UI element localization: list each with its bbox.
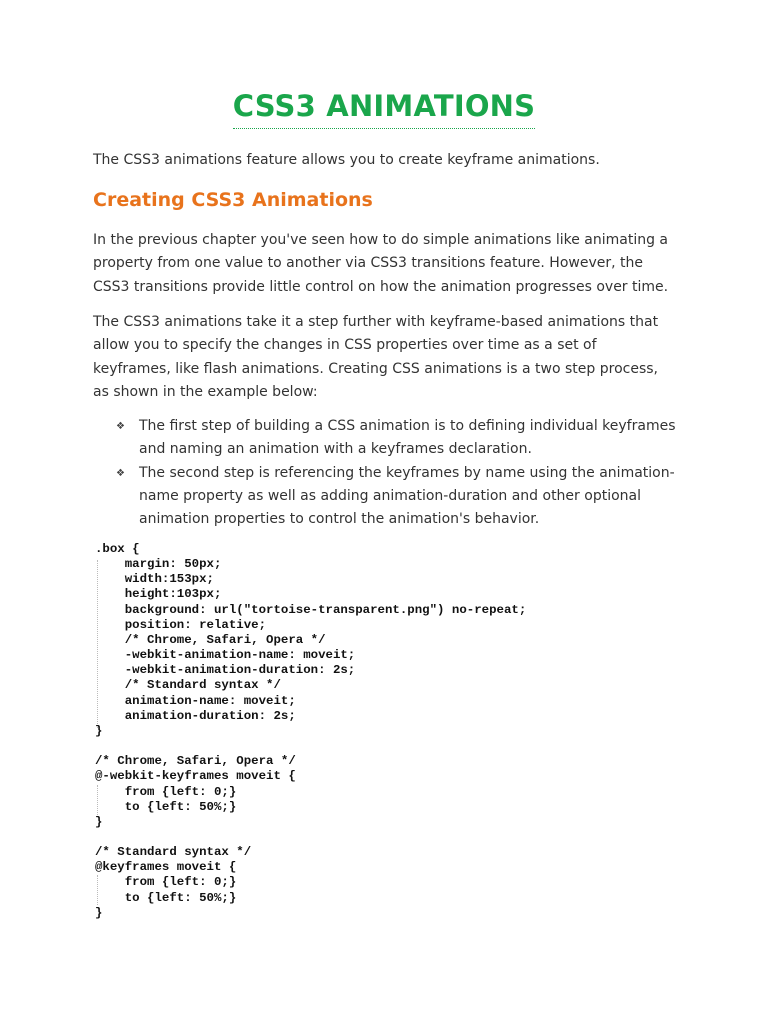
list-item-text: The second step is referencing the keyframes by name using the animation-name property as well as adding animation-duration and other optional animation properties to control the animation's behavior.: [139, 464, 675, 528]
paragraph-previous-chapter: In the previous chapter you've seen how to do simple animations like animating a property from one value to another via CSS3 transitions feature. However, the CSS3 transitions provide little control on how the animation progresses over time.: [93, 232, 669, 295]
intro-paragraph: The CSS3 animations feature allows you to create keyframe animations.: [93, 152, 600, 168]
list-item: [93, 462, 683, 532]
list-item: [93, 415, 683, 462]
diamond-bullet-icon: ❖: [116, 421, 125, 432]
steps-list: [93, 415, 683, 531]
code-example: .box { margin: 50px; width:153px; height:103px; background: url("tortoise-transparent.png") no-repeat; position: relative; /* Chrome, Safari, Opera */ -webkit-animation-name: moveit; -webkit-animation-duration: 2s; /* Standard syntax */ animation-name: moveit; animation-duration: 2s; } /* Chrome, Safari, Opera */ @-webkit-keyframes moveit { from {left: 0;} to {left: 50%;} } /* Standard syntax */ @keyframes moveit { from {left: 0;} to {left: 50%;} }: [95, 542, 527, 920]
list-item-text: The first step of building a CSS animation is to defining individual keyframes and naming an animation with a keyframes declaration.: [139, 418, 676, 458]
section-heading: Creating CSS3 Animations: [93, 189, 373, 211]
page-title: CSS3 ANIMATIONS: [233, 88, 536, 129]
diamond-bullet-icon: ❖: [116, 467, 125, 479]
paragraph-keyframe-based: The CSS3 animations take it a step further with keyframe-based animations that allow you to specify the changes in CSS properties over time as a set of keyframes, like flash animations. Creating CSS animations is a two step process, as shown in the example below:: [93, 314, 659, 400]
title-container: [0, 88, 768, 129]
